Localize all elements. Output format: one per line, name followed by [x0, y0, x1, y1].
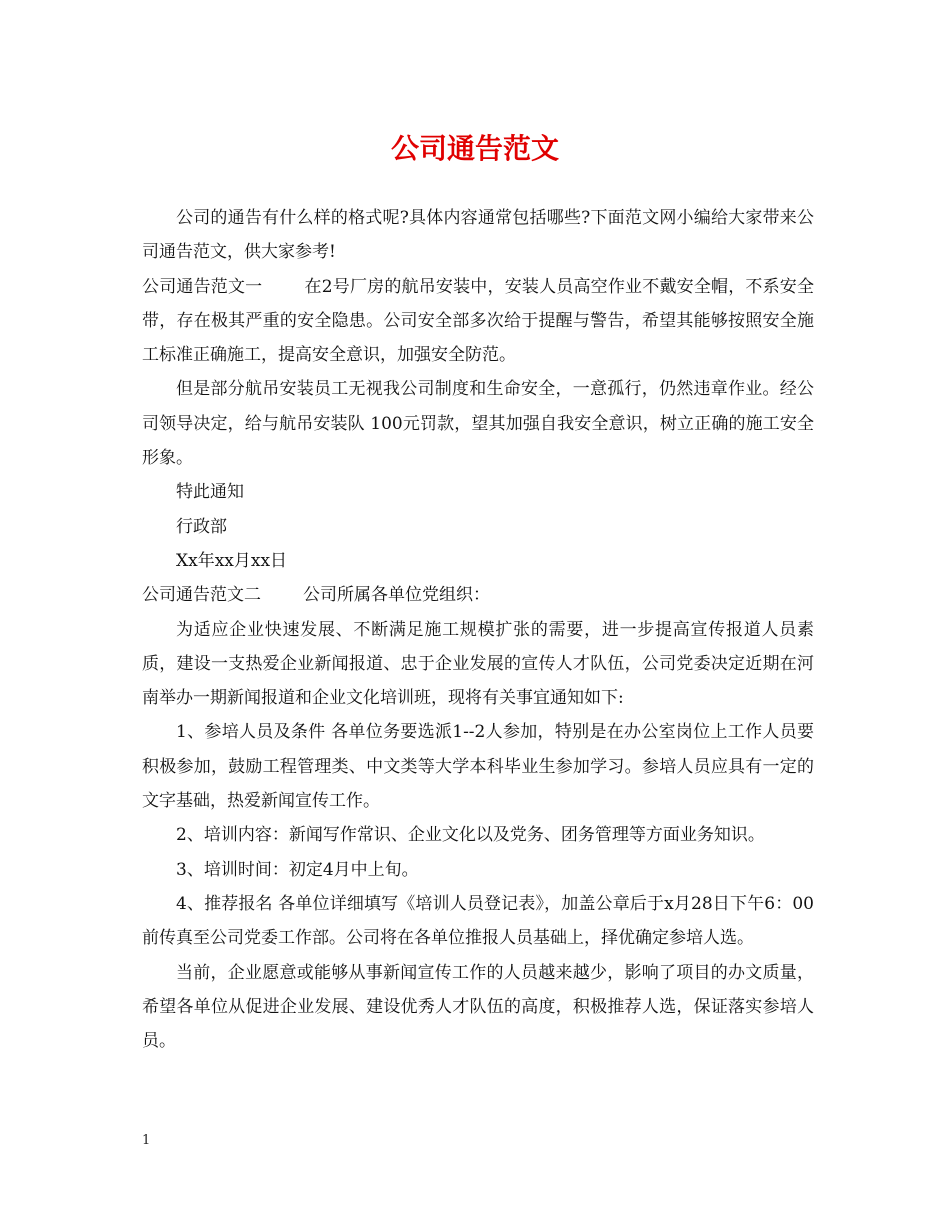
sample2-paragraph-2: 当前，企业愿意或能够从事新闻宣传工作的人员越来越少，影响了项目的办文质量，希望各单位从促进企业发展、建设优秀人才队伍的高度，积极推荐人选，保证落实参培人员。	[142, 962, 814, 1052]
list-item-1: 1、参培人员及条件 各单位务要选派1--2人参加，特别是在办公室岗位上工作人员要积极参加，鼓励工程管理类、中文类等大学本科毕业生参加学习。参培人员应具有一定的文字基础，热爱新闻宣传工作。	[142, 722, 814, 812]
sample1-paragraph-2: 但是部分航吊安装员工无视我公司制度和生命安全，一意孤行，仍然违章作业。经公司领导决定，给与航吊安装队 100元罚款，望其加强自我安全意识，树立正确的施工安全形象。	[142, 379, 814, 469]
notice-date: Xx年xx月xx日	[176, 550, 288, 571]
document-body	[142, 201, 814, 1058]
department-name: 行政部	[176, 516, 227, 537]
intro-paragraph: 公司的通告有什么样的格式呢?具体内容通常包括哪些?下面范文网小编给大家带来公司通告范文，供大家参考!	[142, 208, 814, 263]
sample1-paragraph	[142, 270, 814, 373]
sample1-text: 在2号厂房的航吊安装中，安装人员高空作业不戴安全帽，不系安全带，存在极其严重的安全隐患。公司安全部多次给于提醒与警告，希望其能够按照安全施工标准正确施工，提高安全意识，加强安全防范。	[142, 276, 814, 366]
closing-text: 特此通知	[176, 482, 244, 503]
list-item-4: 4、推荐报名 各单位详细填写《培训人员登记表》，加盖公章后于x月28日下午6：00前传真至公司党委工作部。公司将在各单位推报人员基础上，择优确定参培人选。	[142, 893, 814, 949]
sample2-paragraph-1: 为适应企业快速发展、不断满足施工规模扩张的需要，进一步提高宣传报道人员素质，建设一支热爱企业新闻报道、忠于企业发展的宣传人才队伍，公司党委决定近期在河南举办一期新闻报道和企业文化培训班，现将有关事宜通知如下:	[142, 619, 814, 709]
list-item-3: 3、培训时间：初定4月中上旬。	[176, 859, 419, 880]
sample2-label: 公司通告范文二	[142, 585, 261, 606]
page-number: 1	[142, 1133, 151, 1148]
sample2-salutation: 公司所属各单位党组织：	[303, 585, 490, 606]
sample2-heading	[142, 578, 814, 612]
list-item-2: 2、培训内容：新闻写作常识、企业文化以及党务、团务管理等方面业务知识。	[176, 825, 765, 846]
document-title: 公司通告范文	[390, 132, 559, 165]
sample1-label: 公司通告范文一	[142, 276, 263, 297]
